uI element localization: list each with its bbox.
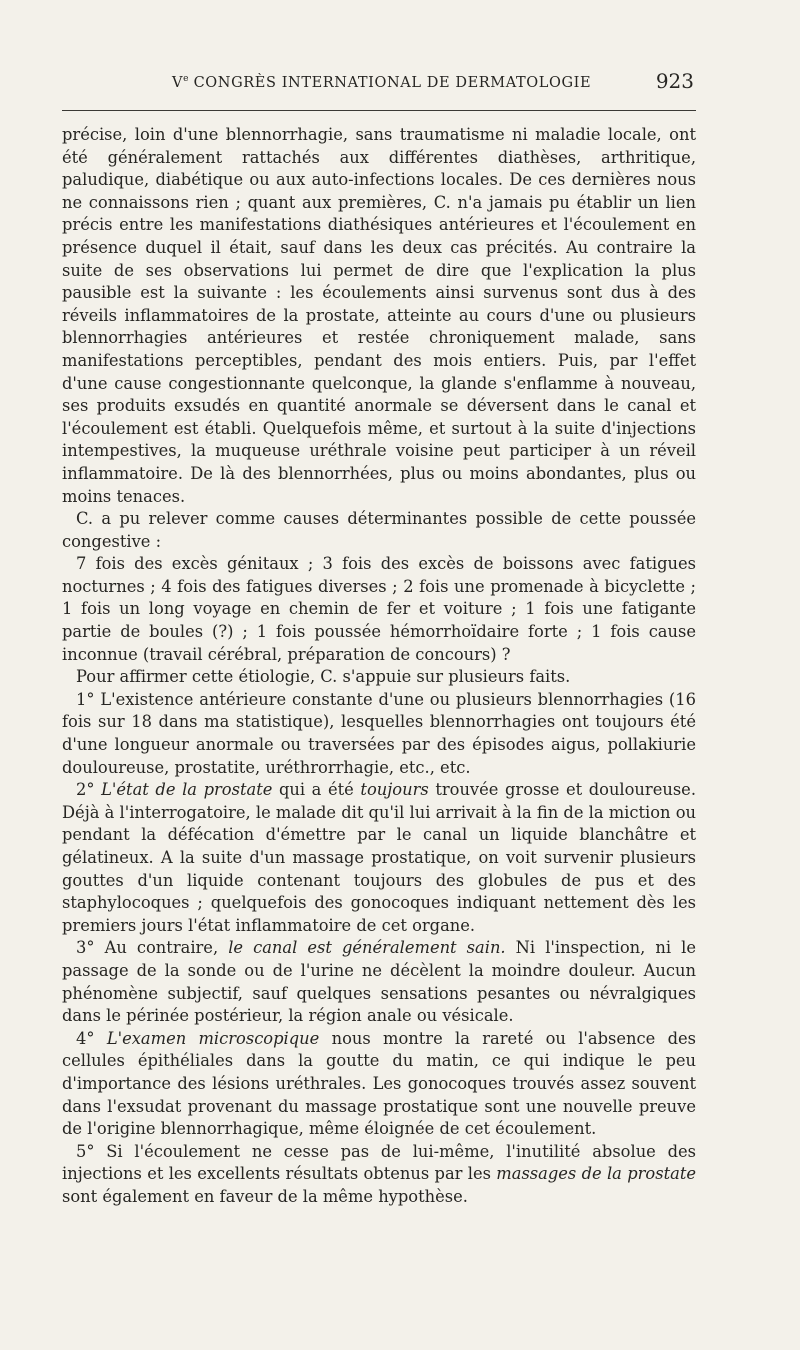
paragraph-emphasis: L'état de la prostate [101,780,273,800]
paragraph-lead: 4° [76,1028,107,1048]
paragraph-lead: 2° [76,780,102,800]
running-title-roman: V [172,74,184,91]
paragraph: Pour affirmer cette étiologie, C. s'appuie sur plusieurs faits. [76,667,571,687]
running-title-superscript: e [183,74,189,84]
paragraph [62,937,696,1027]
paragraph [62,1141,696,1209]
paragraph-lead: 3° Au contraire, [76,938,229,958]
paragraph-text: nous montre la rareté ou l'absence des cellules épithéliales dans la goutte du matin, ce qui indique le peu d'importance des lésions uréthrales. Les gonocoques trouvés assez souvent dans l'exsudat provenant du massage prostatique sont une nouvelle preuve de l'origine blennorrhagique, même éloignée de cet écoulement. [62,1028,696,1139]
paragraph-emphasis: L'examen microscopique [106,1028,320,1048]
paragraph-text: sont également en faveur de la même hypothèse. [62,1186,468,1206]
body-text [62,124,696,1209]
paragraph [62,1028,696,1141]
running-header [62,66,696,106]
running-title [172,74,591,91]
paragraph-lead: 5° Si l'écoulement ne cesse pas de lui-même, l'inutilité absolue des injections et les excellents résultats obtenus par les [62,1141,696,1184]
paragraph-text: Ni l'inspection, ni le passage de la sonde ou de l'urine ne décèlent la moindre douleur. Aucun phénomène subjectif, sauf quelques sensations pesantes ou névralgiques dans le périnée postérieur, la région anale ou vésicale. [62,938,696,1026]
running-title-text: CONGRÈS INTERNATIONAL DE DERMATOLOGIE [188,74,592,91]
paragraph: C. a pu relever comme causes déterminantes possible de cette poussée congestive : [62,509,696,551]
paragraph-emphasis: le canal est généralement sain. [228,938,506,958]
page-number: 923 [655,69,694,93]
paragraph-text: qui a été [272,780,361,800]
header-rule [62,110,696,111]
paragraph: précise, loin d'une blennorrhagie, sans traumatisme ni maladie locale, ont été généralement rattachés aux différentes diathèses, arthritique, paludique, diabétique ou aux auto-infections locales. De ces dernières nous ne connaissons rien ; quant aux premières, C. n'a jamais pu établir un lien précis entre les manifestations diathésiques antérieures et l'écoulement en présence duquel il était, sauf dans les deux cas précités. Au contraire la suite de ses observations lui permet de dire que l'explication la plus pausible est la suivante : les écoulements ainsi survenus sont dus à des réveils inflammatoires de la prostate, atteinte au cours d'une ou plusieurs blennorrhagies antérieures et restée chroniquement malade, sans manifestations perceptibles, pendant des mois entiers. Puis, par l'effet d'une cause congestionnante quelconque, la glande s'enflamme à nouveau, ses produits exsudés en quantité anormale se déversent dans le canal et l'écoulement est établi. Quelquefois même, et surtout à la suite d'injections intempestives, la muqueuse uréthrale voisine peut participer à un réveil inflammatoire. De là des blennorrhées, plus ou moins abondantes, plus ou moins tenaces. [62,125,696,506]
paragraph [62,779,696,937]
paragraph-emphasis: massages de la prostate [496,1164,696,1184]
paragraph: 1° L'existence antérieure constante d'une ou plusieurs blennorrhagies (16 fois sur 18 dans ma statistique), lesquelles blennorrhagies ont toujours été d'une longueur anormale ou traversées par des épisodes aigus, pollakiurie douloureuse, prostatite, uréthrorrhagie, etc., etc. [62,689,696,777]
paragraph-emphasis: toujours [360,780,429,800]
paragraph-text: trouvée grosse et douloureuse. Déjà à l'interrogatoire, le malade dit qu'il lui arrivait à la fin de la miction ou pendant la défécation d'émettre par le canal un liquide blanchâtre et gélatineux. A la suite d'un massage prostatique, on voit survenir plusieurs gouttes d'un liquide contenant toujours des globules de pus et des staphylocoques ; quelquefois des gonocoques indiquant nettement dès les premiers jours l'état inflammatoire de cet organe. [62,780,696,935]
paragraph: 7 fois des excès génitaux ; 3 fois des excès de boissons avec fatigues nocturnes ; 4 fois des fatigues diverses ; 2 fois une promenade à bicyclette ; 1 fois un long voyage en chemin de fer et voiture ; 1 fois une fatigante partie de boules (?) ; 1 fois poussée hémorrhoïdaire forte ; 1 fois cause inconnue (travail cérébral, préparation de concours) ? [62,554,696,664]
